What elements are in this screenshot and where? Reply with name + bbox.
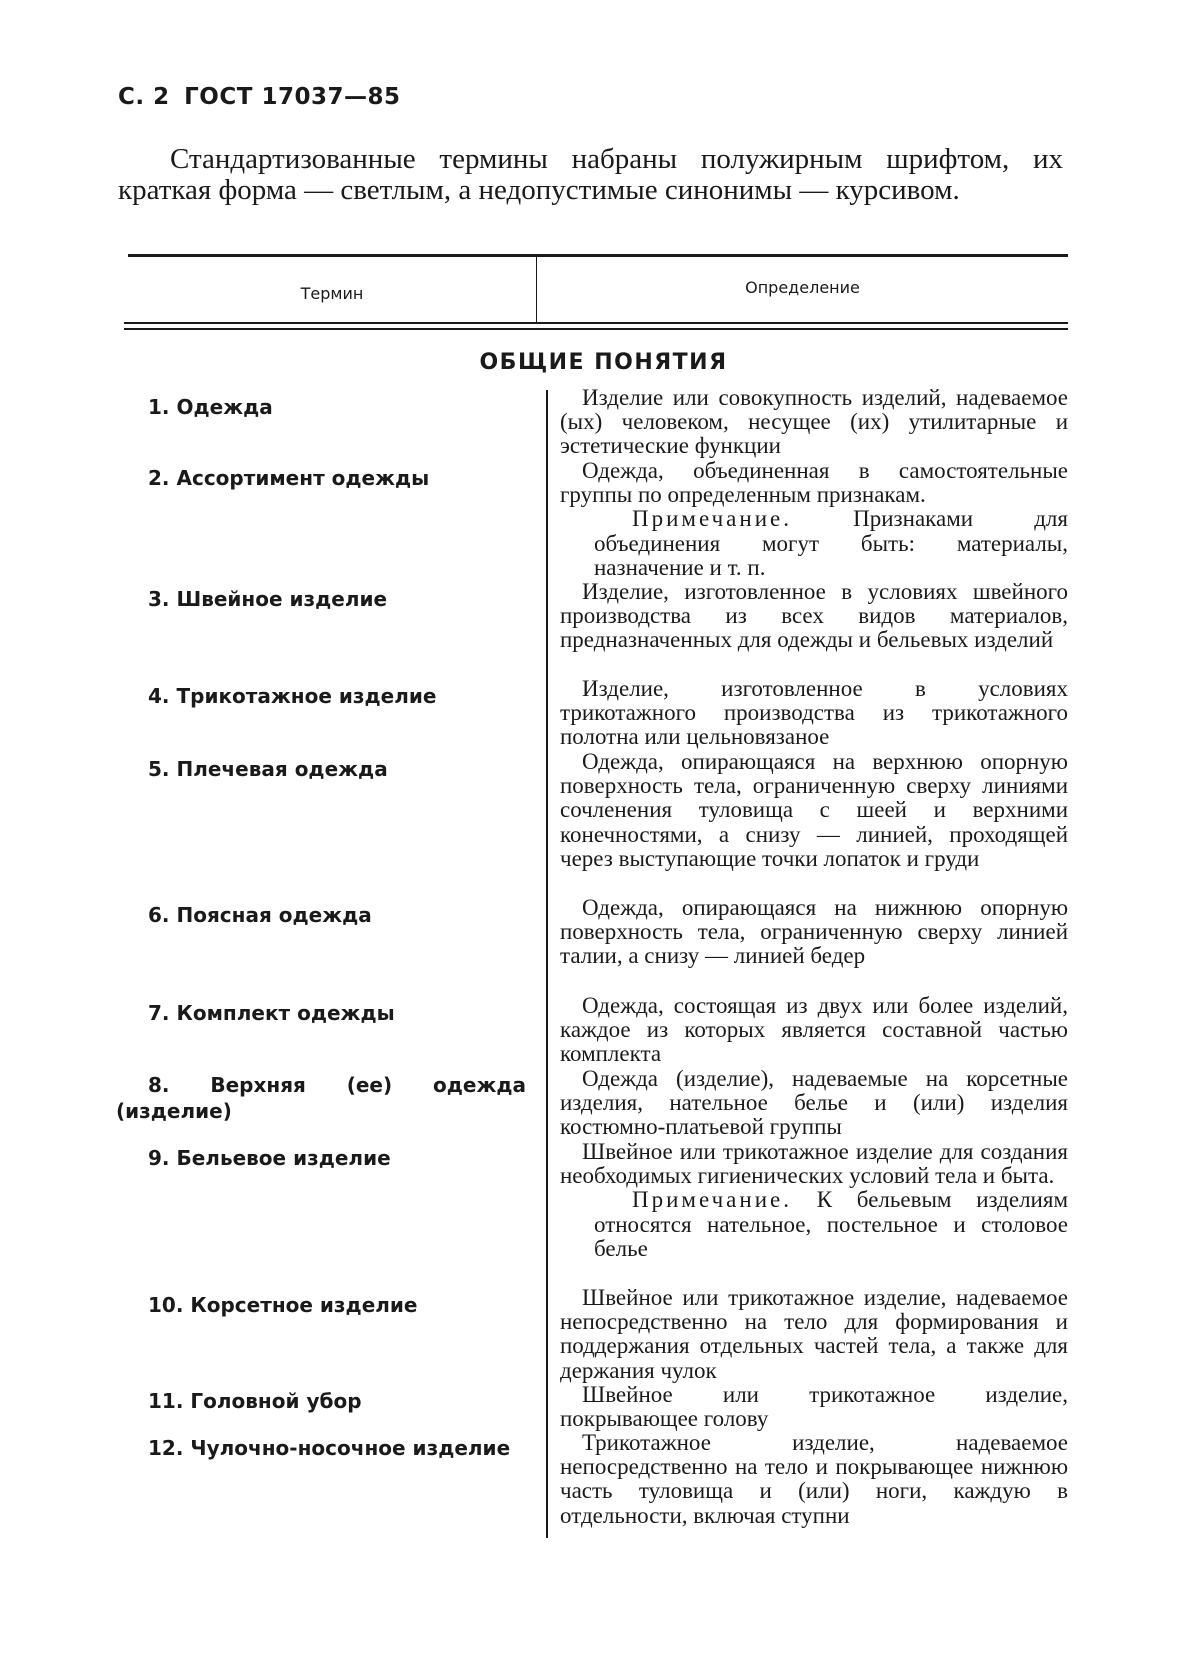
column-header-term: Термин: [300, 284, 364, 303]
term-entry: [148, 683, 528, 709]
term-name: Ассортимент одежды: [176, 466, 430, 490]
term-definition: Одежда, опирающаяся на верхнюю опорную поверхность тела, ограниченную сверху линиями сочленения туловища с шеей и верхними конечностями, а снизу — линией, проходящей через выступающие точки лопаток и груди: [560, 749, 1068, 871]
term-name: Поясная одежда: [176, 903, 372, 927]
term-name: Швейное изделие: [176, 587, 388, 611]
term-name: Трикотажное изделие: [176, 684, 437, 708]
term-name: Одежда: [176, 395, 273, 419]
term-name: Корсетное изделие: [190, 1293, 418, 1317]
column-header-definition: Определение: [745, 278, 860, 297]
definition-text: Швейное или трикотажное изделие для создания необходимых гигиенических условий тела и быта.: [560, 1139, 1068, 1189]
table-header-rule-upper: [124, 322, 1068, 324]
term-number: 4.: [148, 684, 170, 708]
term-name: Комплект одежды: [176, 1001, 395, 1025]
note-text: К бельевым изделиям относятся нательное, постельное и столовое белье: [594, 1187, 1068, 1261]
term-definition: Изделие, изготовленное в условиях швейного производства из всех видов материалов, предназначенных для одежды и бельевых изделий: [560, 579, 1068, 653]
term-definition: [560, 459, 1068, 580]
definition-note: [594, 1188, 1068, 1261]
term-definition: Швейное или трикотажное изделие, покрывающее голову: [560, 1382, 1068, 1432]
intro-paragraph: Стандартизованные термины набраны полужирным шрифтом, их краткая форма — светлым, а недопустимые синонимы — курсивом.: [118, 143, 1063, 206]
term-entry: [148, 756, 528, 782]
term-entry: [148, 1435, 528, 1461]
term-definition: Изделие или совокупность изделий, надеваемое (ых) человеком, несущее (их) утилитарные и эстетические функции: [560, 385, 1068, 459]
term-entry: [148, 1145, 528, 1171]
term-entry: [148, 902, 528, 928]
term-definition: Одежда (изделие), надеваемые на корсетные изделия, нательное белье и (или) изделия костюмно-платьевой группы: [560, 1066, 1068, 1140]
term-entry: [148, 1000, 528, 1026]
term-number: 1.: [148, 395, 170, 419]
note-text: Признаками для объединения могут быть: материалы, назначение и т. п.: [594, 506, 1068, 580]
term-number: 12.: [148, 1436, 184, 1460]
term-number: 2.: [148, 466, 170, 490]
note-label: Примечание.: [632, 1187, 792, 1213]
term-entry: [148, 586, 528, 612]
term-number: 6.: [148, 903, 170, 927]
term-name: Чулочно-носочное изделие: [190, 1436, 511, 1460]
term-number: 8.: [148, 1073, 170, 1097]
term-entry: [148, 1388, 528, 1414]
definition-text: Одежда, объединенная в самостоятельные группы по определенным признакам.: [560, 458, 1068, 508]
term-name: Верхняя (ее) одежда (изделие): [116, 1073, 526, 1123]
term-definition: Трикотажное изделие, надеваемое непосредственно на тело и покрывающее нижнюю часть туловища и (или) ноги, каждую в отдельности, включая ступни: [560, 1430, 1068, 1528]
column-divider: [546, 390, 548, 1538]
term-definition: Одежда, состоящая из двух или более изделий, каждое из которых является составной частью комплекта: [560, 993, 1068, 1067]
table-header-rule-lower: [124, 328, 1068, 330]
term-entry: [148, 465, 528, 491]
term-entry: [148, 1292, 528, 1318]
term-definition: Изделие, изготовленное в условиях трикотажного производства из трикотажного полотна или цельновязаное: [560, 676, 1068, 750]
term-definition: [560, 1140, 1068, 1261]
term-number: 10.: [148, 1293, 184, 1317]
term-entry: [148, 394, 528, 420]
page-number: С. 2: [118, 84, 170, 110]
term-number: 5.: [148, 757, 170, 781]
term-entry: [116, 1072, 526, 1124]
term-definition: Одежда, опирающаяся на нижнюю опорную поверхность тела, ограниченную сверху линией талии, а снизу — линией бедер: [560, 895, 1068, 969]
term-number: 11.: [148, 1389, 184, 1413]
term-number: 3.: [148, 587, 170, 611]
definition-note: [594, 507, 1068, 580]
page-header: [118, 84, 400, 110]
term-number: 7.: [148, 1001, 170, 1025]
term-name: Головной убор: [190, 1389, 362, 1413]
section-title: ОБЩИЕ ПОНЯТИЯ: [479, 350, 728, 375]
term-definition: Швейное или трикотажное изделие, надеваемое непосредственно на тело для формирования и поддержания отдельных частей тела, а также для держания чулок: [560, 1285, 1068, 1383]
term-name: Плечевая одежда: [176, 757, 388, 781]
note-label: Примечание.: [632, 506, 792, 532]
term-number: 9.: [148, 1146, 170, 1170]
term-name: Бельевое изделие: [176, 1146, 391, 1170]
table-top-rule: [128, 254, 1068, 257]
standard-number: ГОСТ 17037—85: [184, 84, 401, 110]
